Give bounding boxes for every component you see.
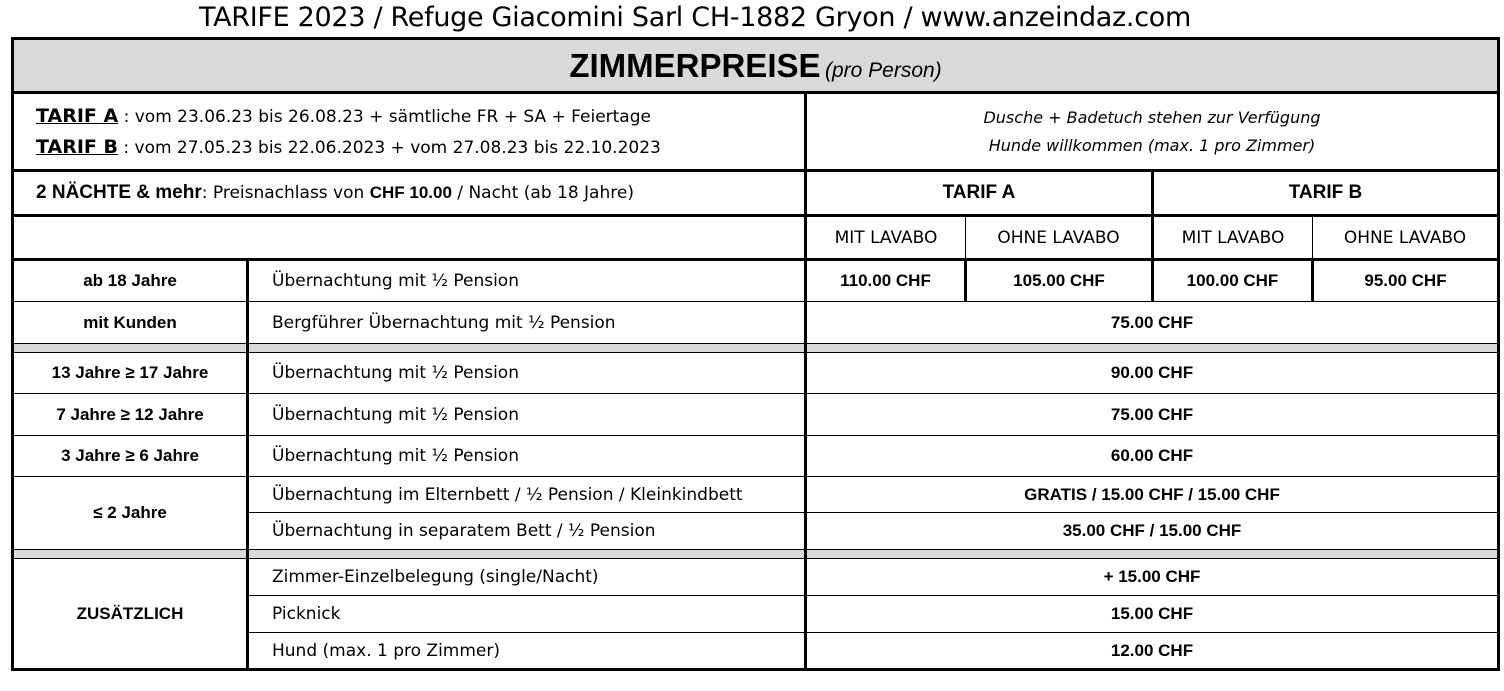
guide-label: mit Kunden [13,302,248,344]
small-child-row [13,436,1499,477]
separator-cell [806,550,1499,559]
tarif-a-label: TARIF A [36,104,119,127]
page-title: TARIFE 2023 / Refuge Giacomini Sarl CH-1882 Gryon / www.anzeindaz.com [199,2,1191,33]
child-desc: Übernachtung mit ½ Pension [248,394,806,436]
extra-row-1 [13,559,1499,596]
tarif-b-definition [36,132,804,163]
adult-row [13,260,1499,302]
separator-cell [13,344,248,353]
separator-cell [806,344,1499,353]
teen-label: 13 Jahre ≥ 17 Jahre [13,353,248,394]
baby-label: ≤ 2 Jahre [13,477,248,550]
baby-desc-1: Übernachtung im Elternbett / ½ Pension / Kleinkindbett [248,477,806,513]
guide-row [13,302,1499,344]
extra-label: ZUSÄTZLICH [13,559,248,670]
adult-price-a-ohne: 105.00 CHF [966,260,1153,302]
extra-price-2: 15.00 CHF [806,596,1499,633]
guide-price: 75.00 CHF [806,302,1499,344]
separator-cell [248,550,806,559]
tarif-a-text: : vom 23.06.23 bis 26.08.23 + sämtliche FR + SA + Feiertage [118,106,651,127]
separator-row [13,344,1499,353]
tarif-b-ohne-lavabo: OHNE LAVABO [1313,216,1499,260]
note-shower: Dusche + Badetuch stehen zur Verfügung [983,107,1321,127]
guide-desc: Bergführer Übernachtung mit ½ Pension [248,302,806,344]
child-price: 75.00 CHF [806,394,1499,436]
separator-cell [248,344,806,353]
teen-row [13,353,1499,394]
header-row [13,39,1499,93]
baby-desc-2: Übernachtung in separatem Bett / ½ Pension [248,513,806,550]
separator-cell [13,550,248,559]
tarif-a-mit-lavabo: MIT LAVABO [806,216,966,260]
tarif-definitions [13,93,806,171]
tarif-b-label: TARIF B [36,135,118,158]
tarif-b-column-header: TARIF B [1153,171,1499,216]
tarif-a-column-header: TARIF A [806,171,1153,216]
discount-row [13,171,1499,216]
child-label: 7 Jahre ≥ 12 Jahre [13,394,248,436]
adult-desc: Übernachtung mit ½ Pension [248,260,806,302]
extra-desc-1: Zimmer-Einzelbelegung (single/Nacht) [248,559,806,596]
empty-cell [13,216,806,260]
subheader-row [13,216,1499,260]
teen-price: 90.00 CHF [806,353,1499,394]
small-child-label: 3 Jahre ≥ 6 Jahre [13,436,248,477]
extra-price-3: 12.00 CHF [806,633,1499,670]
small-child-price: 60.00 CHF [806,436,1499,477]
tarif-a-definition [36,101,804,132]
header-main: ZIMMERPREISE [569,46,821,84]
extra-desc-3: Hund (max. 1 pro Zimmer) [248,633,806,670]
child-row [13,394,1499,436]
discount-text [13,171,806,216]
tarif-a-ohne-lavabo: OHNE LAVABO [966,216,1153,260]
adult-price-b-mit: 100.00 CHF [1153,260,1313,302]
extra-desc-2: Picknick [248,596,806,633]
small-child-desc: Übernachtung mit ½ Pension [248,436,806,477]
baby-row-1 [13,477,1499,513]
adult-price-b-ohne: 95.00 CHF [1313,260,1499,302]
baby-price-2: 35.00 CHF / 15.00 CHF [806,513,1499,550]
extra-price-1: + 15.00 CHF [806,559,1499,596]
tarif-b-text: : vom 27.05.23 bis 22.06.2023 + vom 27.08.23 bis 22.10.2023 [117,137,661,158]
baby-price-1: GRATIS / 15.00 CHF / 15.00 CHF [806,477,1499,513]
tarif-b-mit-lavabo: MIT LAVABO [1153,216,1313,260]
header-sub: (pro Person) [824,58,942,82]
discount-amount: CHF 10.00 [369,183,452,202]
price-table [11,37,1500,671]
tarif-info-row [13,93,1499,171]
adult-label: ab 18 Jahre [13,260,248,302]
discount-text-1: : Preisnachlass von [201,183,370,203]
zimmerpreise-header [13,39,1499,93]
discount-bold-nights: 2 NÄCHTE & mehr [36,182,202,203]
amenities-note [806,93,1499,171]
separator-row [13,550,1499,559]
note-dogs: Hunde willkommen (max. 1 pro Zimmer) [988,135,1316,155]
teen-desc: Übernachtung mit ½ Pension [248,353,806,394]
adult-price-a-mit: 110.00 CHF [806,260,966,302]
discount-text-2: / Nacht (ab 18 Jahre) [451,183,634,203]
